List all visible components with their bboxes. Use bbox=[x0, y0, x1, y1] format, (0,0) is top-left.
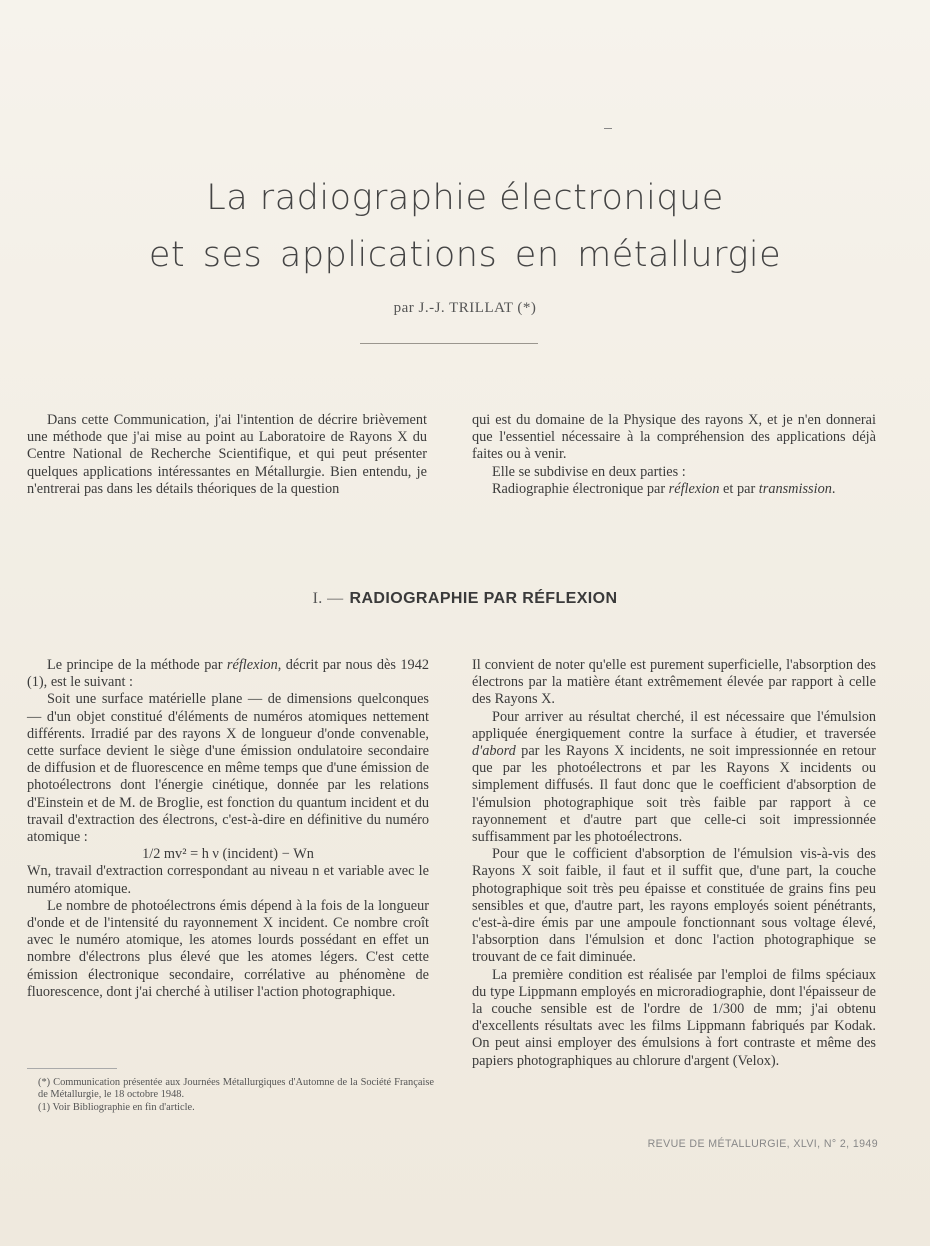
section-number: I. — bbox=[312, 590, 344, 607]
journal-reference: REVUE DE MÉTALLURGIE, XLVI, N° 2, 1949 bbox=[647, 1138, 878, 1150]
intro-paragraph: Dans cette Communication, j'ai l'intention de décrire brièvement une méthode que j'ai mise au point au Laboratoire de Rayons X du Centre National de Recherche Scientifique, et qui peut présenter quelques applications intéressantes en Métallurgie. Bien entendu, je n'entrerai pas dans les détails théoriques de la question bbox=[27, 412, 427, 497]
body-paragraph: Pour que le cofficient d'absorption de l'émulsion vis-à-vis des Rayons X soit faible, il faut et il suffit que, d'une part, la couche photographique soit très peu épaisse et constituée de grains fins peu sensibles et que, d'autre part, les rayons employés soient pénétrants, c'est-à-dire émis par une ampoule fonctionnant sous voltage élevé, l'absorption dans l'émulsion et donc l'action photographique se trouvant de ce fait diminuée. bbox=[472, 846, 876, 966]
body-paragraph: Wn, travail d'extraction correspondant au niveau n et variable avec le numéro atomique. bbox=[27, 863, 429, 897]
body-left-column bbox=[27, 657, 429, 1001]
intro-paragraph: qui est du domaine de la Physique des rayons X, et je n'en donnerai que l'essentiel nécessaire à la compréhension des applications déjà faites ou à venir. bbox=[472, 412, 876, 463]
intro-paragraph: Elle se subdivise en deux parties : bbox=[492, 463, 686, 480]
body-paragraph: La première condition est réalisée par l'emploi de films spéciaux du type Lippmann employés en microradiographie, dont l'épaisseur de la couche sensible est de l'ordre de 1/300 de mm; j'ai obtenu d'excellents résultats avec les films Lippmann fabriqués par Kodak. On peut ainsi employer des émulsions à fort contraste et même des papiers photographiques au chlorure d'argent (Velox). bbox=[472, 966, 876, 1069]
body-paragraph: Soit une surface matérielle plane — de dimensions quelconques — d'un objet constitué d'éléments de numéros atomiques nettement différents. Irradié par des rayons X de longueur d'onde convenable, cette surface devient le siège d'une émission ondulatoire secondaire de diffusion et de fluorescence en même temps que d'une émission de photoélectrons dont l'énergie cinétique, donnée par les relations d'Einstein et de M. de Broglie, est fonction du quantum incident et du travail d'extraction des électrons, c'est-à-dire en définitive du numéro atomique : bbox=[27, 691, 429, 846]
intro-right-column bbox=[472, 412, 876, 498]
footnote: (*) Communication présentée aux Journées Métallurgiques d'Automne de la Société Française de Métallurgie, le 18 octobre 1948. bbox=[38, 1077, 434, 1101]
body-paragraph: Pour arriver au résultat cherché, il est nécessaire que l'émulsion appliquée énergiquement contre la surface à étudier, et traversée d'abord par les Rayons X incidents, ne soit impressionnée en retour que par les photoélectrons et par les Rayons X incidents ou simplement diffusés. Il faut donc que le coefficient d'absorption de l'émulsion photographique soit très faible par rapport à ce rayonnement et d'autre part que celle-ci soit impressionnée suffisamment par les photoélectrons. bbox=[472, 708, 876, 846]
body-right-column bbox=[472, 657, 876, 1070]
footnote-divider bbox=[27, 1068, 117, 1069]
stray-mark bbox=[604, 128, 612, 129]
body-paragraph: Il convient de noter qu'elle est purement superficielle, l'absorption des électrons par la matière étant extrêmement élevée par rapport à celle des Rayons X. bbox=[472, 657, 876, 708]
intro-paragraph: Radiographie électronique par réflexion et par transmission. bbox=[492, 480, 836, 497]
equation: 1/2 mv² = h ν (incident) − Wn bbox=[142, 846, 314, 863]
section-heading bbox=[0, 590, 930, 608]
body-paragraph: Le principe de la méthode par réflexion, décrit par nous dès 1942 (1), est le suivant : bbox=[27, 657, 430, 691]
author-byline: par J.-J. TRILLAT (*) bbox=[393, 300, 537, 316]
title-line-2: et ses applications en métallurgie bbox=[148, 235, 782, 275]
title-line-1: La radiographie électronique bbox=[206, 178, 724, 218]
body-paragraph: Le nombre de photoélectrons émis dépend à la fois de la longueur d'onde et de l'intensité du rayonnement X incident. Ce nombre croît avec le numéro atomique, les atomes lourds possédant en effet un nombre d'électrons plus élevé que les atomes légers. C'est cette émission électronique secondaire, corrélative au phénomène de fluorescence, dont j'ai cherché à utiliser l'action photographique. bbox=[27, 897, 429, 1000]
section-title: RADIOGRAPHIE PAR RÉFLEXION bbox=[349, 590, 618, 607]
intro-left-column bbox=[27, 412, 427, 498]
footnote: (1) Voir Bibliographie en fin d'article. bbox=[38, 1101, 195, 1113]
title-divider bbox=[360, 343, 538, 344]
footnotes bbox=[38, 1077, 434, 1114]
